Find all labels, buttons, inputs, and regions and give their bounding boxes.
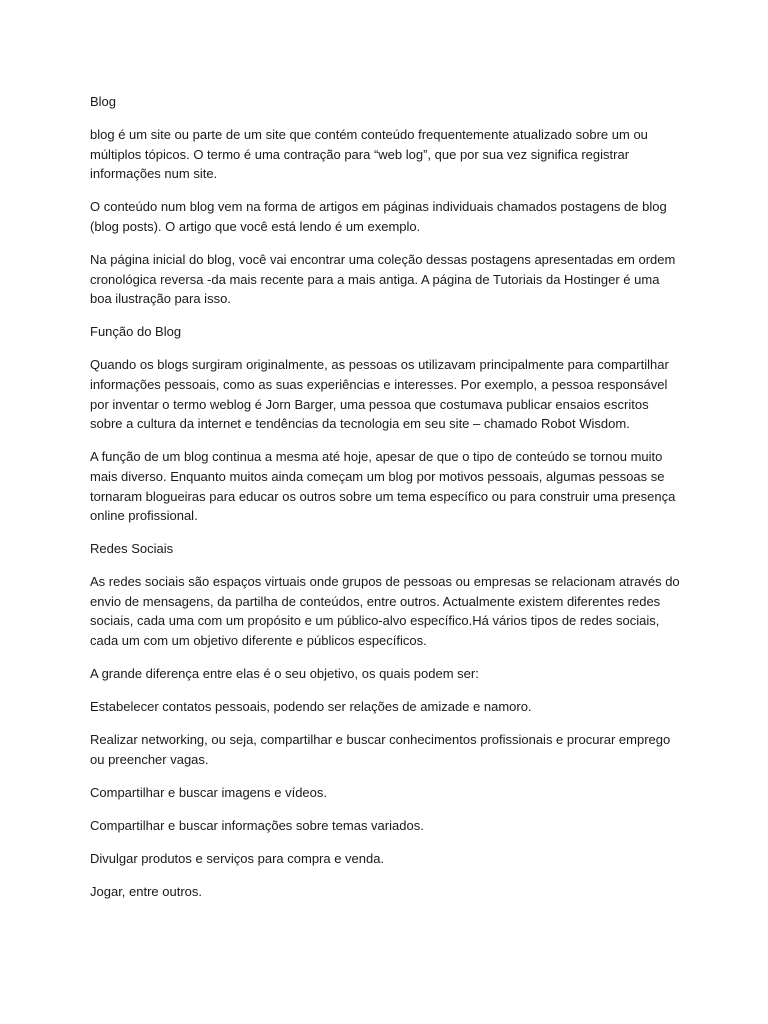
- heading-redes-sociais: Redes Sociais: [90, 541, 174, 557]
- paragraph-objective-information: Compartilhar e buscar informações sobre temas variados.: [90, 818, 424, 834]
- title-blog: Blog: [90, 94, 117, 109]
- paragraph-objective-games: Jogar, entre outros.: [90, 884, 203, 900]
- paragraph-objective-networking: Realizar networking, ou seja, compartilhar e buscar conhecimentos profissionais e procurar emprego ou preencher vagas.: [90, 732, 671, 767]
- paragraph-blog-content: O conteúdo num blog vem na forma de artigos em páginas individuais chamados postagens de blog (blog posts). O artigo que você está lendo é um exemplo.: [90, 199, 667, 234]
- paragraph-objective-contacts: Estabelecer contatos pessoais, podendo ser relações de amizade e namoro.: [90, 699, 532, 715]
- paragraph-blog-origin: Quando os blogs surgiram originalmente, as pessoas os utilizavam principalmente para compartilhar informações pessoais, como as suas experiências e interesses. Por exemplo, a pessoa responsável por inventar o termo weblog é Jorn Barger, uma pessoa que costumava publicar ensaios escritos sobre a cultura da internet e tendências da tecnologia em seu site – chamado Robot Wisdom.: [90, 357, 669, 432]
- paragraph-objectives-intro: A grande diferença entre elas é o seu objetivo, os quais podem ser:: [90, 666, 479, 682]
- paragraph-social-networks: As redes sociais são espaços virtuais onde grupos de pessoas ou empresas se relacionam através do envio de mensagens, da partilha de conteúdos, entre outros. Actualmente existem diferentes redes sociais, cada uma com um propósito e um público-alvo específico.Há vários tipos de redes sociais, cada um com um objetivo diferente e públicos específicos.: [90, 574, 680, 649]
- paragraph-blog-definition: blog é um site ou parte de um site que contém conteúdo frequentemente atualizado sobre um ou múltiplos tópicos. O termo é uma contração para “web log”, que por sua vez significa registrar informações num site.: [90, 127, 648, 182]
- paragraph-objective-images: Compartilhar e buscar imagens e vídeos.: [90, 785, 328, 801]
- paragraph-objective-products: Divulgar produtos e serviços para compra e venda.: [90, 851, 385, 867]
- heading-funcao-do-blog: Função do Blog: [90, 324, 182, 340]
- document-page: [90, 92, 680, 915]
- paragraph-blog-homepage: Na página inicial do blog, você vai encontrar uma coleção dessas postagens apresentadas em ordem cronológica reversa -da mais recente para a mais antiga. A página de Tutoriais da Hostinger é uma boa ilustração para isso.: [90, 252, 676, 307]
- paragraph-blog-function: A função de um blog continua a mesma até hoje, apesar de que o tipo de conteúdo se tornou muito mais diverso. Enquanto muitos ainda começam um blog por motivos pessoais, algumas pessoas se tornaram blogueiras para educar os outros sobre um tema específico ou para construir uma presença online profissional.: [90, 449, 676, 524]
